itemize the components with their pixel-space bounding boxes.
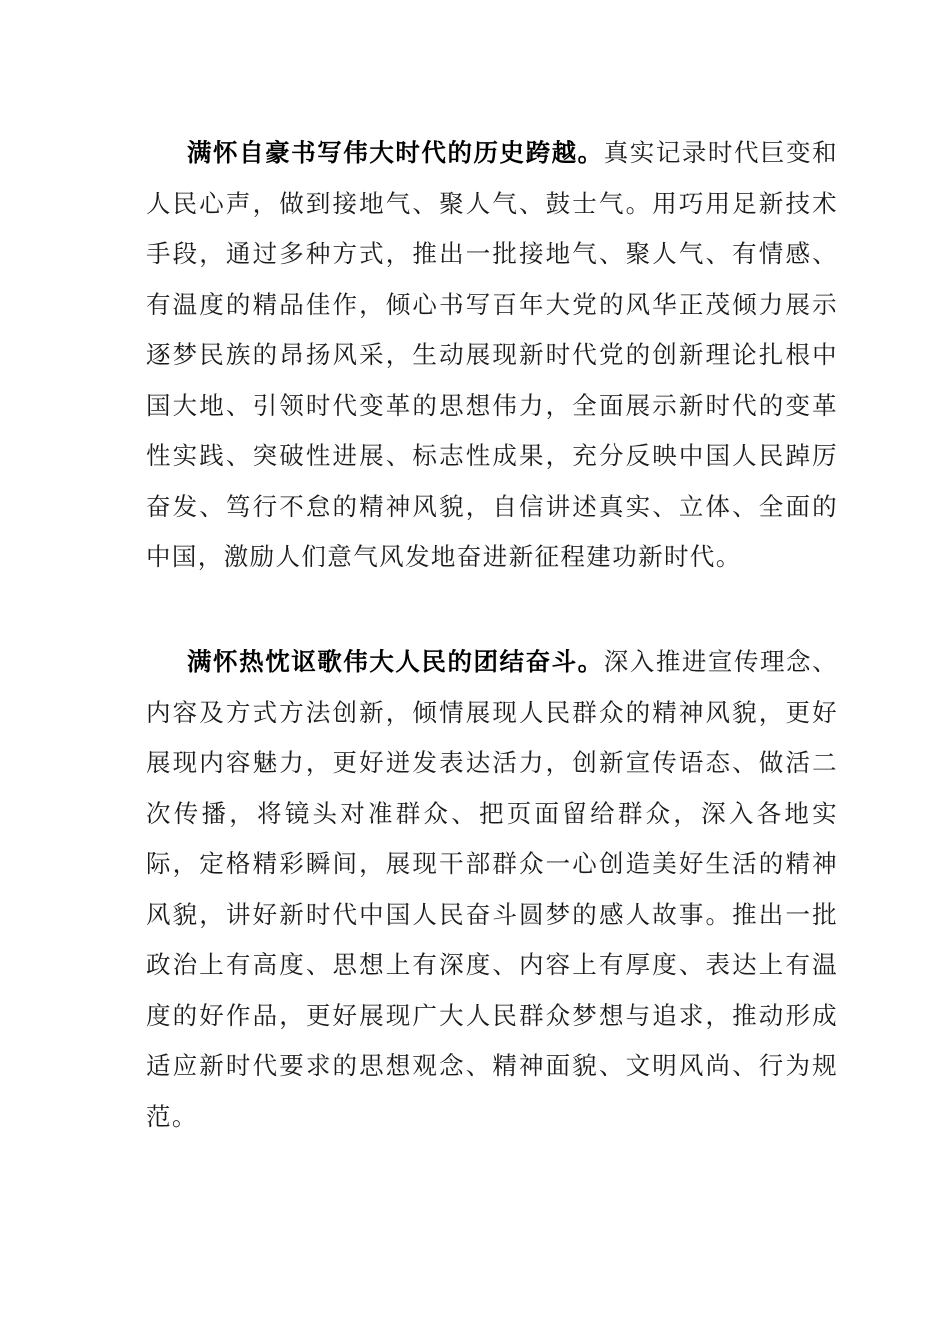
paragraph-people-struggle xyxy=(146,637,838,1142)
paragraph-lead-heading: 满怀热忱讴歌伟大人民的团结奋斗。 xyxy=(187,647,604,676)
paragraph-body-text: 真实记录时代巨变和人民心声，做到接地气、聚人气、鼓士气。用巧用足新技术手段，通过多种方式，推出一批接地气、聚人气、有情感、有温度的精品佳作，倾心书写百年大党的风华正茂倾力展示逐梦民族的昂扬风采，生动展现新时代党的创新理论扎根中国大地、引领时代变革的思想伟力，全面展示新时代的变革性实践、突破性进展、标志性成果，充分反映中国人民踔厉奋发、笃行不怠的精神风貌，自信讲述真实、立体、全面的中国，激励人们意气风发地奋进新征程建功新时代。 xyxy=(146,138,838,571)
paragraph-history-leap xyxy=(146,128,838,583)
paragraph-lead-heading: 满怀自豪书写伟大时代的历史跨越。 xyxy=(187,138,604,167)
paragraph-body-text: 深入推进宣传理念、内容及方式方法创新，倾情展现人民群众的精神风貌，更好展现内容魅力，更好迸发表达活力，创新宣传语态、做活二次传播，将镜头对准群众、把页面留给群众，深入各地实际，定格精彩瞬间，展现干部群众一心创造美好生活的精神风貌，讲好新时代中国人民奋斗圆梦的感人故事。推出一批政治上有高度、思想上有深度、内容上有厚度、表达上有温度的好作品，更好展现广大人民群众梦想与追求，推动形成适应新时代要求的思想观念、精神面貌、文明风尚、行为规范。 xyxy=(146,647,838,1131)
